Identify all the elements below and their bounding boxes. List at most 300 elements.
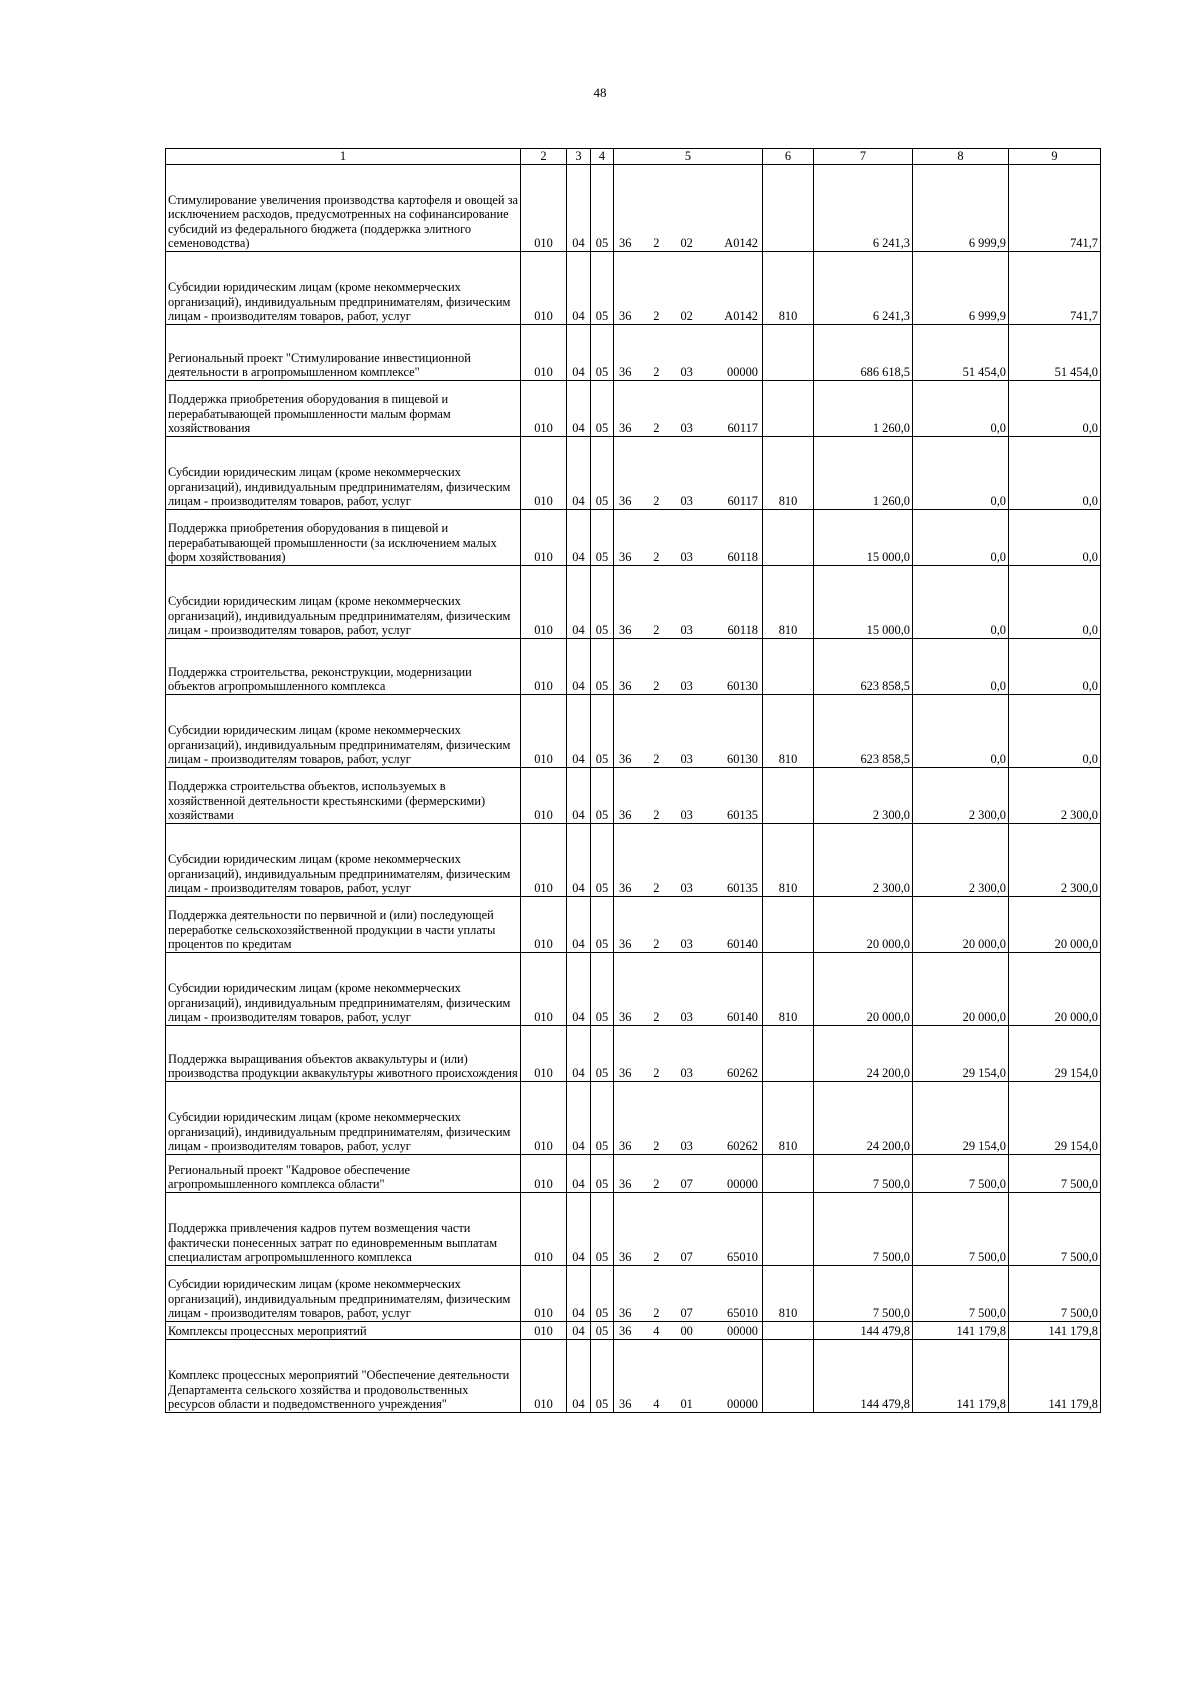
row-section-code: 04 [567, 1322, 591, 1340]
target-article-part: 36 [619, 309, 632, 324]
target-article-parts [616, 1010, 760, 1025]
row-expense-type-code [763, 381, 814, 437]
table-row [166, 768, 1101, 824]
row-amount-col-7: 7 500,0 [814, 1266, 913, 1322]
table-row [166, 953, 1101, 1026]
row-amount-col-9: 741,7 [1009, 165, 1101, 252]
row-amount-col-7: 6 241,3 [814, 165, 913, 252]
target-article-parts [616, 421, 760, 436]
target-article-part: 00000 [727, 365, 758, 380]
row-subsection-code: 05 [591, 768, 614, 824]
target-article-part: 36 [619, 494, 632, 509]
target-article-parts [616, 1397, 760, 1412]
row-section-code: 04 [567, 897, 591, 953]
row-section-code: 04 [567, 1082, 591, 1155]
row-subsection-code: 05 [591, 1322, 614, 1340]
row-subsection-code: 05 [591, 953, 614, 1026]
row-amount-col-7: 1 260,0 [814, 381, 913, 437]
row-amount-col-9: 0,0 [1009, 695, 1101, 768]
target-article-part: 60140 [727, 937, 758, 952]
row-amount-col-7: 24 200,0 [814, 1026, 913, 1082]
row-target-article-code [614, 1193, 763, 1266]
row-target-article-code [614, 437, 763, 510]
row-subsection-code: 05 [591, 566, 614, 639]
row-section-code: 04 [567, 510, 591, 566]
row-grbs-code: 010 [521, 252, 567, 325]
target-article-part: 2 [653, 1139, 660, 1154]
row-grbs-code: 010 [521, 824, 567, 897]
header-col-7: 7 [814, 149, 913, 165]
row-name: Стимулирование увеличения производства картофеля и овощей за исключением расходов, предусмотренных на софинансирование субсидий из федерального бюджета (поддержка элитного семеноводства) [166, 165, 521, 252]
table-row [166, 381, 1101, 437]
row-amount-col-7: 20 000,0 [814, 897, 913, 953]
target-article-part: 60130 [727, 679, 758, 694]
row-amount-col-9: 0,0 [1009, 566, 1101, 639]
target-article-part: 03 [680, 494, 693, 509]
row-subsection-code: 05 [591, 165, 614, 252]
row-amount-col-7: 2 300,0 [814, 768, 913, 824]
row-name: Комплексы процессных мероприятий [166, 1322, 521, 1340]
row-grbs-code: 010 [521, 1026, 567, 1082]
row-amount-col-8: 7 500,0 [913, 1193, 1009, 1266]
target-article-part: 2 [653, 365, 660, 380]
row-amount-col-9: 7 500,0 [1009, 1266, 1101, 1322]
row-grbs-code: 010 [521, 639, 567, 695]
target-article-parts [616, 623, 760, 638]
row-grbs-code: 010 [521, 381, 567, 437]
row-amount-col-7: 144 479,8 [814, 1322, 913, 1340]
target-article-part: 03 [680, 808, 693, 823]
row-target-article-code [614, 824, 763, 897]
target-article-parts [616, 881, 760, 896]
row-amount-col-9: 7 500,0 [1009, 1193, 1101, 1266]
row-subsection-code: 05 [591, 510, 614, 566]
target-article-parts [616, 937, 760, 952]
table-header-row [166, 149, 1101, 165]
target-article-part: 36 [619, 550, 632, 565]
row-section-code: 04 [567, 381, 591, 437]
row-amount-col-8: 0,0 [913, 437, 1009, 510]
target-article-part: 36 [619, 1066, 632, 1081]
row-subsection-code: 05 [591, 695, 614, 768]
target-article-part: A0142 [724, 236, 758, 251]
row-subsection-code: 05 [591, 824, 614, 897]
target-article-part: 2 [653, 937, 660, 952]
target-article-parts [616, 309, 760, 324]
row-name: Поддержка строительства объектов, используемых в хозяйственной деятельности крестьянскими (фермерскими) хозяйствами [166, 768, 521, 824]
row-name: Поддержка привлечения кадров путем возмещения части фактически понесенных затрат по единовременным выплатам специалистам агропромышленного комплекса [166, 1193, 521, 1266]
row-name: Поддержка деятельности по первичной и (или) последующей переработке сельскохозяйственной продукции в части уплаты процентов по кредитам [166, 897, 521, 953]
table-row [166, 1155, 1101, 1193]
target-article-part: 03 [680, 752, 693, 767]
row-amount-col-7: 20 000,0 [814, 953, 913, 1026]
row-grbs-code: 010 [521, 1340, 567, 1413]
row-grbs-code: 010 [521, 165, 567, 252]
row-name: Комплекс процессных мероприятий "Обеспечение деятельности Департамента сельского хозяйства и продовольственных ресурсов области и подведомственного учреждения" [166, 1340, 521, 1413]
row-amount-col-9: 741,7 [1009, 252, 1101, 325]
row-amount-col-8: 0,0 [913, 639, 1009, 695]
row-target-article-code [614, 510, 763, 566]
header-col-9: 9 [1009, 149, 1101, 165]
row-grbs-code: 010 [521, 695, 567, 768]
row-target-article-code [614, 381, 763, 437]
row-grbs-code: 010 [521, 1193, 567, 1266]
target-article-part: 2 [653, 808, 660, 823]
table-row [166, 1082, 1101, 1155]
target-article-part: 65010 [727, 1306, 758, 1321]
row-amount-col-8: 7 500,0 [913, 1155, 1009, 1193]
row-section-code: 04 [567, 695, 591, 768]
header-col-5: 5 [614, 149, 763, 165]
row-name: Субсидии юридическим лицам (кроме некоммерческих организаций), индивидуальным предпринимателям, физическим лицам - производителям товаров, работ, услуг [166, 1266, 521, 1322]
row-amount-col-9: 7 500,0 [1009, 1155, 1101, 1193]
target-article-part: 2 [653, 1250, 660, 1265]
row-section-code: 04 [567, 953, 591, 1026]
row-section-code: 04 [567, 566, 591, 639]
target-article-part: 2 [653, 494, 660, 509]
row-expense-type-code: 810 [763, 252, 814, 325]
target-article-part: 36 [619, 1139, 632, 1154]
target-article-parts [616, 752, 760, 767]
target-article-part: 36 [619, 421, 632, 436]
row-target-article-code [614, 252, 763, 325]
row-amount-col-7: 144 479,8 [814, 1340, 913, 1413]
table-row [166, 252, 1101, 325]
row-grbs-code: 010 [521, 325, 567, 381]
row-target-article-code [614, 639, 763, 695]
target-article-part: 03 [680, 1066, 693, 1081]
target-article-part: 36 [619, 1250, 632, 1265]
row-expense-type-code: 810 [763, 437, 814, 510]
row-expense-type-code [763, 1193, 814, 1266]
table-body [166, 165, 1101, 1413]
row-amount-col-8: 2 300,0 [913, 768, 1009, 824]
target-article-part: 36 [619, 752, 632, 767]
target-article-part: 2 [653, 1177, 660, 1192]
table-row [166, 1266, 1101, 1322]
target-article-part: 03 [680, 679, 693, 694]
target-article-part: 36 [619, 1306, 632, 1321]
table-row [166, 824, 1101, 897]
row-grbs-code: 010 [521, 437, 567, 510]
row-expense-type-code: 810 [763, 953, 814, 1026]
target-article-part: 03 [680, 550, 693, 565]
row-name: Субсидии юридическим лицам (кроме некоммерческих организаций), индивидуальным предпринимателям, физическим лицам - производителям товаров, работ, услуг [166, 695, 521, 768]
row-expense-type-code [763, 639, 814, 695]
row-subsection-code: 05 [591, 1266, 614, 1322]
row-amount-col-9: 0,0 [1009, 639, 1101, 695]
table-row [166, 1193, 1101, 1266]
budget-table [165, 148, 1101, 1413]
target-article-parts [616, 808, 760, 823]
row-grbs-code: 010 [521, 953, 567, 1026]
target-article-part: 60118 [727, 623, 758, 638]
target-article-parts [616, 365, 760, 380]
row-amount-col-8: 0,0 [913, 566, 1009, 639]
row-amount-col-9: 51 454,0 [1009, 325, 1101, 381]
target-article-part: 03 [680, 1139, 693, 1154]
row-target-article-code [614, 1322, 763, 1340]
row-subsection-code: 05 [591, 437, 614, 510]
row-amount-col-7: 686 618,5 [814, 325, 913, 381]
row-amount-col-8: 20 000,0 [913, 897, 1009, 953]
row-amount-col-8: 29 154,0 [913, 1082, 1009, 1155]
row-amount-col-8: 6 999,9 [913, 165, 1009, 252]
target-article-part: 2 [653, 309, 660, 324]
row-name: Субсидии юридическим лицам (кроме некоммерческих организаций), индивидуальным предпринимателям, физическим лицам - производителям товаров, работ, услуг [166, 437, 521, 510]
target-article-part: 36 [619, 1324, 632, 1339]
row-name: Субсидии юридическим лицам (кроме некоммерческих организаций), индивидуальным предпринимателям, физическим лицам - производителям товаров, работ, услуг [166, 566, 521, 639]
row-amount-col-9: 141 179,8 [1009, 1322, 1101, 1340]
row-target-article-code [614, 695, 763, 768]
target-article-part: 2 [653, 1010, 660, 1025]
row-amount-col-7: 623 858,5 [814, 639, 913, 695]
row-subsection-code: 05 [591, 381, 614, 437]
target-article-part: 60135 [727, 808, 758, 823]
table-row [166, 325, 1101, 381]
row-amount-col-9: 2 300,0 [1009, 768, 1101, 824]
target-article-part: 00 [680, 1324, 693, 1339]
target-article-part: 2 [653, 881, 660, 896]
row-amount-col-7: 1 260,0 [814, 437, 913, 510]
target-article-part: 03 [680, 937, 693, 952]
row-expense-type-code [763, 897, 814, 953]
table-row [166, 165, 1101, 252]
row-subsection-code: 05 [591, 252, 614, 325]
target-article-part: 03 [680, 623, 693, 638]
target-article-part: 00000 [727, 1397, 758, 1412]
row-amount-col-8: 0,0 [913, 381, 1009, 437]
row-amount-col-7: 623 858,5 [814, 695, 913, 768]
row-subsection-code: 05 [591, 639, 614, 695]
row-amount-col-9: 29 154,0 [1009, 1026, 1101, 1082]
target-article-part: 60117 [727, 421, 758, 436]
row-amount-col-7: 15 000,0 [814, 510, 913, 566]
target-article-part: 2 [653, 679, 660, 694]
target-article-parts [616, 494, 760, 509]
row-section-code: 04 [567, 437, 591, 510]
row-name: Региональный проект "Кадровое обеспечение агропромышленного комплекса области" [166, 1155, 521, 1193]
row-amount-col-8: 29 154,0 [913, 1026, 1009, 1082]
table-row [166, 1322, 1101, 1340]
row-expense-type-code [763, 165, 814, 252]
table-row [166, 897, 1101, 953]
row-amount-col-7: 7 500,0 [814, 1193, 913, 1266]
target-article-part: 2 [653, 550, 660, 565]
table-row [166, 510, 1101, 566]
row-target-article-code [614, 566, 763, 639]
row-amount-col-7: 6 241,3 [814, 252, 913, 325]
row-amount-col-7: 7 500,0 [814, 1155, 913, 1193]
row-expense-type-code: 810 [763, 566, 814, 639]
row-expense-type-code [763, 1322, 814, 1340]
target-article-parts [616, 1250, 760, 1265]
row-expense-type-code [763, 510, 814, 566]
row-expense-type-code [763, 1026, 814, 1082]
row-amount-col-9: 20 000,0 [1009, 897, 1101, 953]
row-name: Субсидии юридическим лицам (кроме некоммерческих организаций), индивидуальным предпринимателям, физическим лицам - производителям товаров, работ, услуг [166, 824, 521, 897]
target-article-part: 03 [680, 421, 693, 436]
row-name: Субсидии юридическим лицам (кроме некоммерческих организаций), индивидуальным предпринимателям, физическим лицам - производителям товаров, работ, услуг [166, 252, 521, 325]
target-article-part: 36 [619, 1010, 632, 1025]
header-col-8: 8 [913, 149, 1009, 165]
row-name: Поддержка приобретения оборудования в пищевой и перерабатывающей промышленности (за исключением малых форм хозяйствования) [166, 510, 521, 566]
row-expense-type-code: 810 [763, 1082, 814, 1155]
target-article-parts [616, 1177, 760, 1192]
target-article-parts [616, 1324, 760, 1339]
row-grbs-code: 010 [521, 1322, 567, 1340]
row-amount-col-8: 141 179,8 [913, 1322, 1009, 1340]
row-amount-col-8: 141 179,8 [913, 1340, 1009, 1413]
row-name: Поддержка строительства, реконструкции, модернизации объектов агропромышленного комплекса [166, 639, 521, 695]
row-section-code: 04 [567, 1193, 591, 1266]
row-expense-type-code: 810 [763, 695, 814, 768]
row-amount-col-8: 2 300,0 [913, 824, 1009, 897]
row-name: Региональный проект "Стимулирование инвестиционной деятельности в агропромышленном комплексе" [166, 325, 521, 381]
target-article-part: 36 [619, 365, 632, 380]
row-subsection-code: 05 [591, 1026, 614, 1082]
target-article-parts [616, 1306, 760, 1321]
row-amount-col-8: 20 000,0 [913, 953, 1009, 1026]
row-grbs-code: 010 [521, 768, 567, 824]
row-subsection-code: 05 [591, 1155, 614, 1193]
row-subsection-code: 05 [591, 897, 614, 953]
target-article-part: 2 [653, 752, 660, 767]
row-name: Поддержка приобретения оборудования в пищевой и перерабатывающей промышленности малым формам хозяйствования [166, 381, 521, 437]
target-article-part: 60117 [727, 494, 758, 509]
row-grbs-code: 010 [521, 1082, 567, 1155]
target-article-part: 00000 [727, 1177, 758, 1192]
target-article-part: 36 [619, 236, 632, 251]
row-amount-col-9: 0,0 [1009, 437, 1101, 510]
row-target-article-code [614, 325, 763, 381]
target-article-part: 60140 [727, 1010, 758, 1025]
target-article-part: 36 [619, 937, 632, 952]
row-target-article-code [614, 953, 763, 1026]
row-subsection-code: 05 [591, 1193, 614, 1266]
target-article-part: 36 [619, 881, 632, 896]
target-article-part: 36 [619, 808, 632, 823]
target-article-part: 60118 [727, 550, 758, 565]
row-target-article-code [614, 897, 763, 953]
row-amount-col-9: 141 179,8 [1009, 1340, 1101, 1413]
row-subsection-code: 05 [591, 325, 614, 381]
row-grbs-code: 010 [521, 510, 567, 566]
row-amount-col-9: 29 154,0 [1009, 1082, 1101, 1155]
target-article-part: 07 [680, 1177, 693, 1192]
row-subsection-code: 05 [591, 1082, 614, 1155]
target-article-part: 2 [653, 1306, 660, 1321]
target-article-part: 65010 [727, 1250, 758, 1265]
target-article-parts [616, 1066, 760, 1081]
row-expense-type-code [763, 1155, 814, 1193]
row-amount-col-8: 0,0 [913, 510, 1009, 566]
row-target-article-code [614, 1340, 763, 1413]
header-col-6: 6 [763, 149, 814, 165]
row-section-code: 04 [567, 1340, 591, 1413]
target-article-part: 03 [680, 365, 693, 380]
row-target-article-code [614, 1155, 763, 1193]
target-article-part: 36 [619, 1177, 632, 1192]
target-article-part: 36 [619, 1397, 632, 1412]
target-article-part: 03 [680, 881, 693, 896]
target-article-parts [616, 1139, 760, 1154]
row-expense-type-code: 810 [763, 1266, 814, 1322]
table-row [166, 437, 1101, 510]
target-article-part: 2 [653, 236, 660, 251]
row-amount-col-7: 15 000,0 [814, 566, 913, 639]
target-article-part: 2 [653, 421, 660, 436]
row-amount-col-8: 0,0 [913, 695, 1009, 768]
row-subsection-code: 05 [591, 1340, 614, 1413]
table-row [166, 1026, 1101, 1082]
header-col-2: 2 [521, 149, 567, 165]
header-col-3: 3 [567, 149, 591, 165]
target-article-part: 01 [680, 1397, 693, 1412]
row-section-code: 04 [567, 1155, 591, 1193]
target-article-part: 36 [619, 679, 632, 694]
target-article-part: 07 [680, 1306, 693, 1321]
row-grbs-code: 010 [521, 1266, 567, 1322]
page-number: 48 [593, 85, 607, 100]
target-article-parts [616, 679, 760, 694]
row-amount-col-7: 24 200,0 [814, 1082, 913, 1155]
target-article-part: 2 [653, 1066, 660, 1081]
target-article-part: 07 [680, 1250, 693, 1265]
row-amount-col-8: 6 999,9 [913, 252, 1009, 325]
row-target-article-code [614, 1082, 763, 1155]
row-amount-col-7: 2 300,0 [814, 824, 913, 897]
header-col-4: 4 [591, 149, 614, 165]
row-amount-col-8: 7 500,0 [913, 1266, 1009, 1322]
header-col-1: 1 [166, 149, 521, 165]
row-name: Субсидии юридическим лицам (кроме некоммерческих организаций), индивидуальным предпринимателям, физическим лицам - производителям товаров, работ, услуг [166, 1082, 521, 1155]
target-article-part: 4 [653, 1397, 660, 1412]
row-amount-col-9: 20 000,0 [1009, 953, 1101, 1026]
row-amount-col-9: 0,0 [1009, 510, 1101, 566]
row-grbs-code: 010 [521, 897, 567, 953]
row-section-code: 04 [567, 1266, 591, 1322]
row-amount-col-9: 2 300,0 [1009, 824, 1101, 897]
row-grbs-code: 010 [521, 566, 567, 639]
row-name: Субсидии юридическим лицам (кроме некоммерческих организаций), индивидуальным предпринимателям, физическим лицам - производителям товаров, работ, услуг [166, 953, 521, 1026]
row-section-code: 04 [567, 325, 591, 381]
target-article-part: 60135 [727, 881, 758, 896]
row-section-code: 04 [567, 252, 591, 325]
table-row [166, 695, 1101, 768]
table-row [166, 639, 1101, 695]
target-article-parts [616, 236, 760, 251]
row-section-code: 04 [567, 768, 591, 824]
row-target-article-code [614, 1266, 763, 1322]
target-article-part: 02 [680, 236, 693, 251]
target-article-part: 02 [680, 309, 693, 324]
target-article-part: 60262 [727, 1066, 758, 1081]
target-article-part: 03 [680, 1010, 693, 1025]
row-section-code: 04 [567, 824, 591, 897]
table-row [166, 566, 1101, 639]
target-article-part: 36 [619, 623, 632, 638]
target-article-part: A0142 [724, 309, 758, 324]
row-amount-col-8: 51 454,0 [913, 325, 1009, 381]
row-expense-type-code [763, 768, 814, 824]
row-target-article-code [614, 1026, 763, 1082]
target-article-part: 60130 [727, 752, 758, 767]
row-expense-type-code [763, 1340, 814, 1413]
row-amount-col-9: 0,0 [1009, 381, 1101, 437]
row-expense-type-code [763, 325, 814, 381]
row-target-article-code [614, 768, 763, 824]
